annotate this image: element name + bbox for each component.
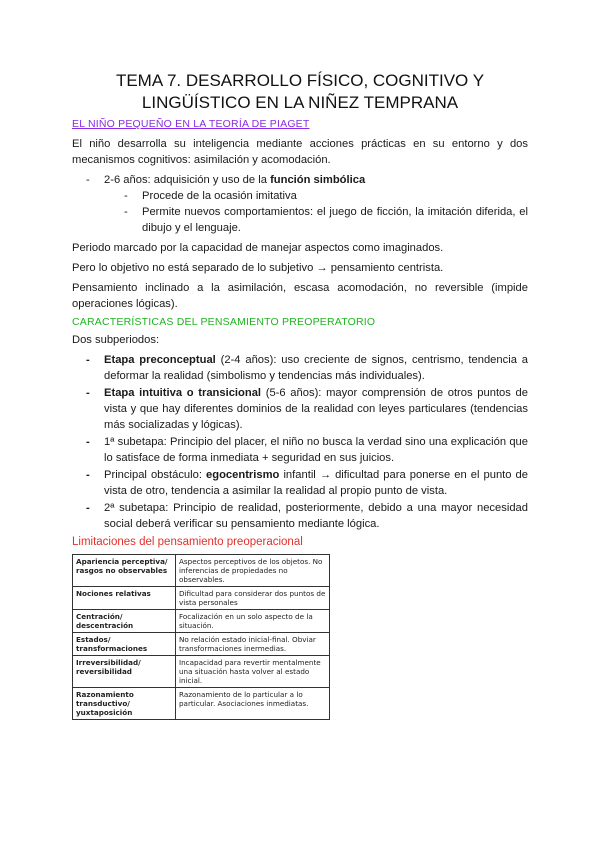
subperiods-list [72, 352, 528, 532]
table-cell-term: Irreversibilidad/ reversibilidad [73, 656, 176, 688]
table-cell-description: Focalización en un solo aspecto de la situación. [176, 610, 330, 633]
table-cell-description: Dificultad para considerar dos puntos de vista personales [176, 587, 330, 610]
symbolic-function-list [72, 172, 528, 236]
list-item: - 2ª subetapa: Principio de realidad, posteriormente, debido a una mayor necesidad social deberá verificar su pensamiento mediante lógica. [72, 500, 528, 532]
table-cell-description: Incapacidad para revertir mentalmente una situación hasta volver al estado inicial. [176, 656, 330, 688]
table-cell-description: Razonamiento de lo particular a lo particular. Asociaciones inmediatas. [176, 688, 330, 720]
table-row [73, 688, 330, 720]
list-item: - 2-6 años: adquisición y uso de la función simbólica - Procede de la ocasión imitativa - Permite nuevos comportamientos: el juego de ficción, la imitación diferida, el dibujo y el lenguaje. [72, 172, 528, 236]
table-cell-term: Apariencia perceptiva/ rasgos no observables [73, 555, 176, 587]
table-row [73, 656, 330, 688]
title-line-2: LINGÜÍSTICO EN LA NIÑEZ TEMPRANA [141, 93, 459, 112]
table-row [73, 610, 330, 633]
list-item: - Etapa preconceptual (2-4 años): uso creciente de signos, centrismo, tendencia a deformar la realidad (simbolismo y tendencias más individuales). [72, 352, 528, 384]
sub-list [104, 188, 528, 236]
list-item: - Etapa intuitiva o transicional (5-6 años): mayor comprensión de otros puntos de vista y que hay diferentes dominios de la realidad con leyes particulares (tendencias más socializadas y lógicas). [72, 385, 528, 433]
intro-paragraph: El niño desarrolla su inteligencia mediante acciones prácticas en su entorno y dos mecanismos cognitivos: asimilación y acomodación. [72, 138, 528, 166]
list-item: - 1ª subetapa: Principio del placer, el niño no busca la verdad sino una explicación que lo satisface de forma inmediata + seguridad en sus juicios. [72, 434, 528, 466]
paragraph-assimilation: Pensamiento inclinado a la asimilación, escasa acomodación, no reversible (impide operaciones lógicas). [72, 282, 528, 310]
list-item: - Permite nuevos comportamientos: el juego de ficción, la imitación diferida, el dibujo y el lenguaje. [104, 204, 528, 236]
table-cell-term: Centración/ descentración [73, 610, 176, 633]
list-item: - Principal obstáculo: egocentrismo infantil → dificultad para ponerse en el punto de vista de otro, tendencia a asimilar la realidad al propio punto de vista. [72, 467, 528, 499]
table-row [73, 587, 330, 610]
table-row [73, 555, 330, 587]
table-cell-term: Razonamiento transductivo/ yuxtaposición [73, 688, 176, 720]
list-item: - Procede de la ocasión imitativa [104, 188, 528, 204]
paragraph-period: Periodo marcado por la capacidad de manejar aspectos como imaginados. [72, 242, 444, 254]
title-line-1: TEMA 7. DESARROLLO FÍSICO, COGNITIVO Y [115, 71, 485, 90]
section-heading-limitations: Limitaciones del pensamiento preoperacional [72, 536, 303, 548]
paragraph-centrist: Pero lo objetivo no está separado de lo subjetivo → pensamiento centrista. [72, 262, 444, 274]
table-cell-term: Nociones relativas [73, 587, 176, 610]
table-cell-description: No relación estado inicial-final. Obviar transformaciones inermedias. [176, 633, 330, 656]
document-page [72, 70, 528, 720]
table-row [73, 633, 330, 656]
page-title [72, 70, 528, 114]
table-cell-term: Estados/ transformaciones [73, 633, 176, 656]
section-heading-piaget[interactable]: EL NIÑO PEQUEÑO EN LA TEORÍA DE PIAGET [72, 118, 310, 130]
subperiods-intro: Dos subperiodos: [72, 334, 160, 346]
table-cell-description: Aspectos perceptivos de los objetos. No inferencias de propiedades no observables. [176, 555, 330, 587]
section-heading-preoperatory: CARACTERÍSTICAS DEL PENSAMIENTO PREOPERATORIO [72, 316, 376, 328]
limitations-table [72, 554, 330, 720]
